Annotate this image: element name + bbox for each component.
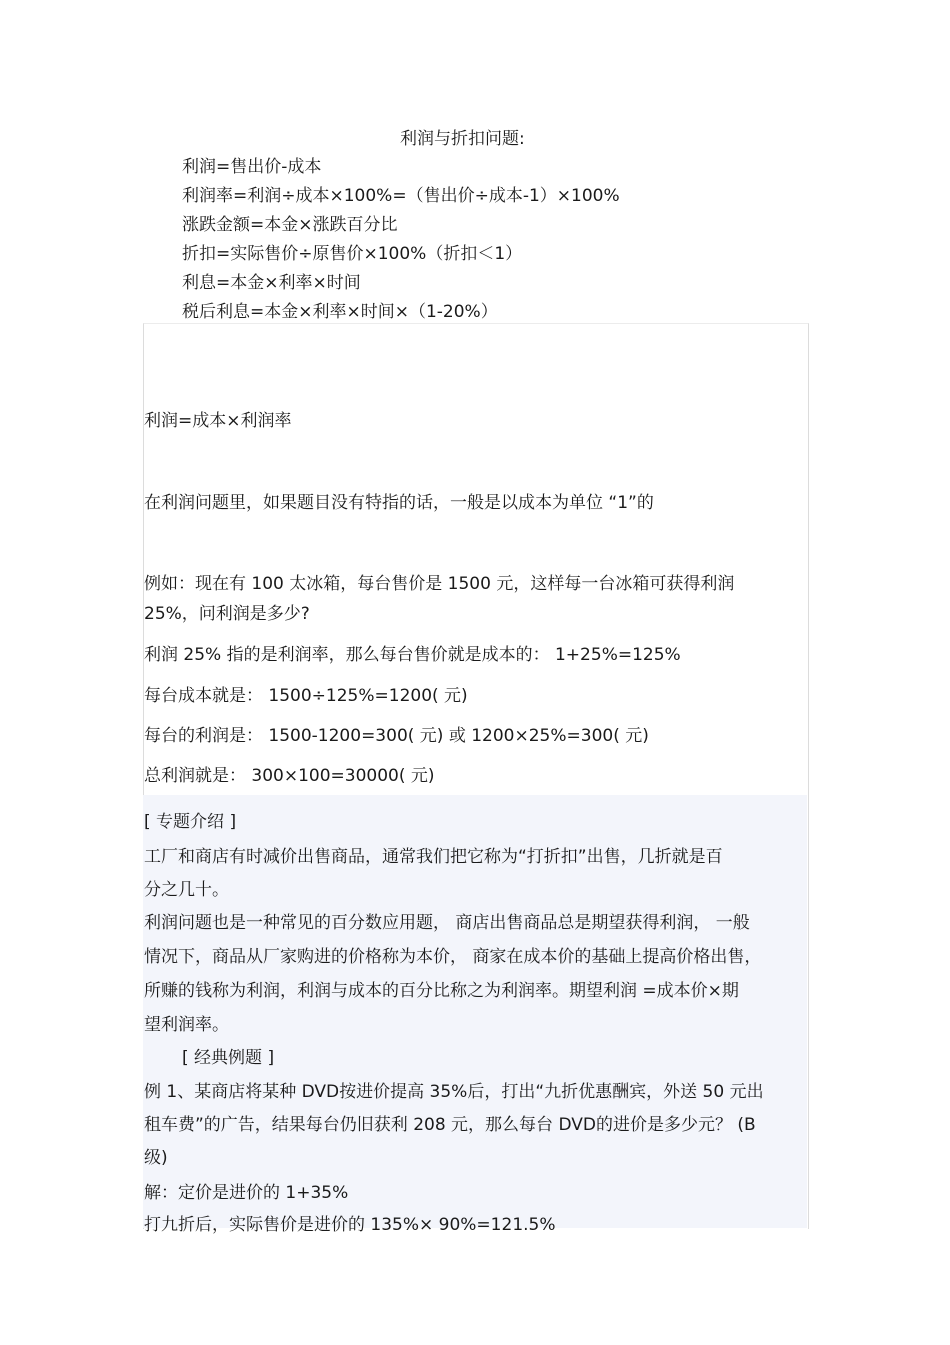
profit-formula-line: 利润=成本×利润率	[144, 411, 292, 431]
page-title: 利润与折扣问题:	[400, 129, 525, 149]
example-line: 利润 25% 指的是利润率，那么每台售价就是成本的： 1+25%=125%	[144, 645, 681, 665]
example1-line: 租车费”的广告，结果每台仍旧获利 208 元，那么每台 DVD的进价是多少元？ (B	[144, 1115, 756, 1135]
formula-profit: 利润=售出价-成本	[182, 157, 322, 177]
example1-line: 级)	[144, 1148, 168, 1168]
unit-note-line: 在利润问题里，如果题目没有特指的话，一般是以成本为单位 “1”的	[144, 493, 654, 513]
classic-heading: [ 经典例题 ]	[182, 1048, 275, 1068]
topic-heading: [ 专题介绍 ]	[144, 812, 237, 832]
example-line: 每台成本就是： 1500÷125%=1200( 元)	[144, 686, 468, 706]
topic-line: 工厂和商店有时减价出售商品，通常我们把它称为“打折扣”出售，几折就是百	[144, 847, 723, 867]
topic-line: 望利润率。	[144, 1015, 229, 1035]
topic-line: 所赚的钱称为利润，利润与成本的百分比称之为利润率。期望利润 =成本价×期	[144, 981, 739, 1001]
example1-line: 例 1、某商店将某种 DVD按进价提高 35%后，打出“九折优惠酬宾，外送 50 元出	[144, 1082, 764, 1102]
topic-line: 利润问题也是一种常见的百分数应用题， 商店出售商品总是期望获得利润， 一般	[144, 913, 750, 933]
example1-line: 打九折后，实际售价是进价的 135%× 90%=121.5%	[144, 1215, 556, 1235]
example-line: 每台的利润是： 1500-1200=300( 元) 或 1200×25%=300( 元)	[144, 726, 649, 746]
topic-line: 情况下，商品从厂家购进的价格称为本价， 商家在成本价的基础上提高价格出售，	[144, 947, 762, 967]
example-line: 总利润就是： 300×100=30000( 元)	[144, 766, 435, 786]
formula-interest: 利息=本金×利率×时间	[182, 273, 361, 293]
formula-discount: 折扣=实际售价÷原售价×100%（折扣＜1）	[182, 244, 523, 264]
example-line: 例如：现在有 100 太冰箱，每台售价是 1500 元，这样每一台冰箱可获得利润	[144, 574, 735, 594]
example-line: 25%，问利润是多少?	[144, 604, 310, 624]
topic-line: 分之几十。	[144, 880, 229, 900]
formula-after-tax-interest: 税后利息=本金×利率×时间×（1-20%）	[182, 302, 498, 322]
formula-change-amount: 涨跌金额=本金×涨跌百分比	[182, 215, 398, 235]
example1-line: 解：定价是进价的 1+35%	[144, 1183, 349, 1203]
formula-profit-rate: 利润率=利润÷成本×100%=（售出价÷成本-1）×100%	[182, 186, 620, 206]
